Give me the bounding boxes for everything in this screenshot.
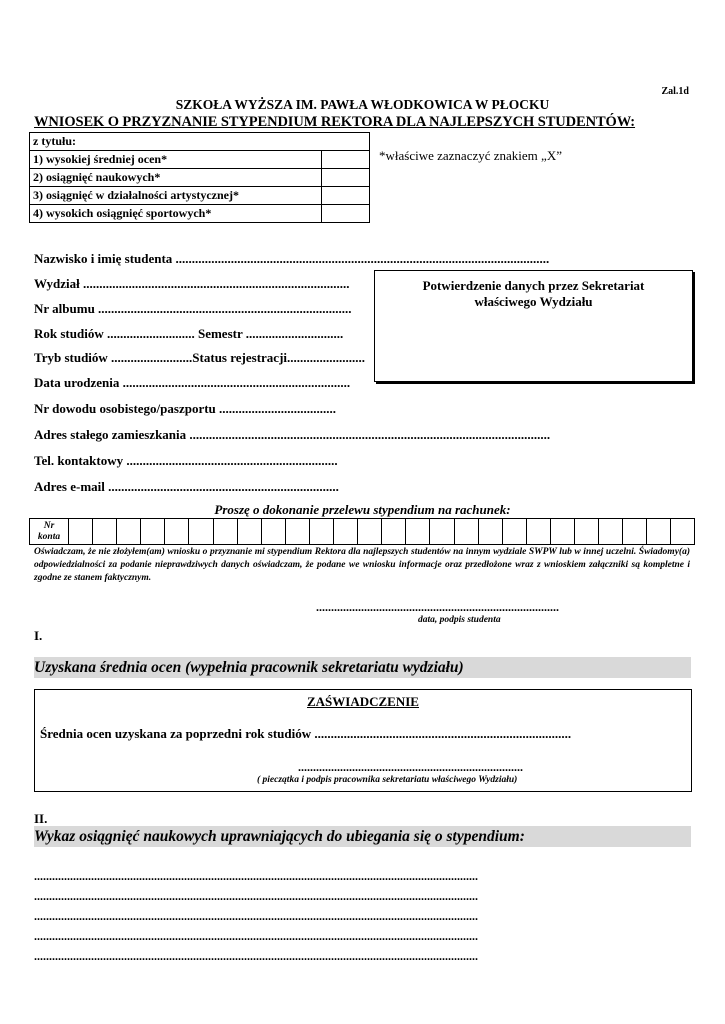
student-name-field[interactable]: Nazwisko i imię studenta ................................................................................................................... [34, 251, 550, 266]
marking-note: *właściwe zaznaczyć znakiem „X” [379, 148, 562, 163]
scholarship-type-option: 4) wysokich osiągnięć sportowych* [30, 205, 322, 223]
achievement-line[interactable]: .................................................................................................................................................... [34, 869, 478, 883]
bank-account-label [30, 519, 69, 545]
achievement-line[interactable]: .................................................................................................................................................... [34, 929, 478, 943]
student-signature-label: data, podpis studenta [418, 615, 501, 625]
album-number-field[interactable]: Nr albumu .............................................................................. [34, 301, 352, 316]
scholarship-type-option: 1) wysokiej średniej ocen* [30, 151, 322, 169]
scholarship-type-option: 3) osiągnięć w działalności artystycznej* [30, 187, 322, 205]
account-digit-cell[interactable] [285, 519, 309, 545]
account-digit-cell[interactable] [117, 519, 141, 545]
account-digit-cell[interactable] [406, 519, 430, 545]
account-digit-cell[interactable] [165, 519, 189, 545]
account-digit-cell[interactable] [334, 519, 358, 545]
account-digit-cell[interactable] [358, 519, 382, 545]
confirmation-title [375, 278, 692, 310]
certificate-box [34, 689, 692, 792]
account-digit-cell[interactable] [454, 519, 478, 545]
account-digit-cell[interactable] [93, 519, 117, 545]
account-digit-cell[interactable] [623, 519, 647, 545]
bank-account-label-line: Nr [43, 520, 55, 531]
scholarship-type-checkbox[interactable] [322, 169, 370, 187]
account-digit-cell[interactable] [574, 519, 598, 545]
id-document-field[interactable]: Nr dowodu osobistego/paszportu .................................... [34, 401, 337, 416]
study-mode-status-field[interactable]: Tryb studiów .........................Status rejestracji........................ [34, 350, 366, 365]
account-digit-cell[interactable] [382, 519, 406, 545]
attachment-number: Zal.1d [661, 86, 689, 97]
bank-account-label-line: konta [37, 531, 61, 542]
bank-account-grid [29, 518, 695, 545]
scholarship-type-checkbox[interactable] [322, 151, 370, 169]
scholarship-type-checkbox[interactable] [322, 187, 370, 205]
account-digit-cell[interactable] [502, 519, 526, 545]
birth-date-field[interactable]: Data urodzenia ...................................................................... [34, 375, 351, 390]
scholarship-type-table [29, 132, 370, 223]
secretariat-signature-label: ( pieczątka i podpis pracownika sekretariatu właściwego Wydziału) [257, 775, 518, 785]
achievement-line[interactable]: .................................................................................................................................................... [34, 949, 478, 963]
account-digit-cell[interactable] [647, 519, 671, 545]
secretariat-confirmation-box [374, 270, 693, 382]
account-digit-cell[interactable] [213, 519, 237, 545]
faculty-field[interactable]: Wydział .................................................................................. [34, 276, 350, 291]
institution-name: SZKOŁA WYŻSZA IM. PAWŁA WŁODKOWICA W PŁOCKU [175, 97, 550, 112]
previous-year-average-field[interactable]: Średnia ocen uzyskana za poprzedni rok studiów ............................................................................... [40, 726, 572, 741]
section-1-title: Uzyskana średnia ocen (wypełnia pracownik sekretariatu wydziału) [34, 657, 691, 678]
account-digit-cell[interactable] [526, 519, 550, 545]
account-digit-cell[interactable] [430, 519, 454, 545]
account-digit-cell[interactable] [599, 519, 623, 545]
confirmation-title-line: Potwierdzenie danych przez Sekretariat [422, 278, 645, 293]
confirmation-title-line: właściwego Wydziału [474, 294, 593, 309]
address-field[interactable]: Adres stałego zamieszkania ............................................................................................................... [34, 427, 551, 442]
account-digit-cell[interactable] [261, 519, 285, 545]
certificate-title: ZAŚWIADCZENIE [307, 694, 419, 709]
secretariat-signature-line[interactable]: ........................................................................... [298, 760, 523, 774]
email-field[interactable]: Adres e-mail ....................................................................... [34, 479, 339, 494]
account-digit-cell[interactable] [478, 519, 502, 545]
achievement-line[interactable]: .................................................................................................................................................... [34, 889, 478, 903]
scholarship-type-heading: z tytułu: [30, 133, 370, 151]
account-digit-cell[interactable] [69, 519, 93, 545]
account-digit-cell[interactable] [309, 519, 333, 545]
account-digit-cell[interactable] [189, 519, 213, 545]
student-declaration: Oświadczam, że nie złożyłem(am) wniosku o przyznanie mi stypendium Rektora dla najlepszych studentów na innym wydziale SWPW lub w innej uczelni. Świadomy(a) odpowiedzialności za podanie nieprawdziwych danych oświadczam, że podane we wniosku informacje oraz przedłożone wraz z wnioskiem załączniki są kompletne i zgodne ze stanem faktycznym. [34, 547, 690, 583]
phone-field[interactable]: Tel. kontaktowy ................................................................. [34, 453, 338, 468]
account-digit-cell[interactable] [550, 519, 574, 545]
account-digit-cell[interactable] [141, 519, 165, 545]
student-signature-line[interactable]: ................................................................................. [316, 600, 559, 614]
scholarship-type-checkbox[interactable] [322, 205, 370, 223]
account-digit-cell[interactable] [671, 519, 695, 545]
account-digit-cell[interactable] [237, 519, 261, 545]
study-year-semester-field[interactable]: Rok studiów ........................... Semestr .............................. [34, 326, 344, 341]
section-1-number: I. [34, 628, 43, 643]
section-2-title: Wykaz osiągnięć naukowych uprawniających do ubiegania się o stypendium: [34, 826, 691, 847]
form-title: WNIOSEK O PRZYZNANIE STYPENDIUM REKTORA DLA NAJLEPSZYCH STUDENTÓW: [34, 114, 636, 130]
scholarship-type-option: 2) osiągnięć naukowych* [30, 169, 322, 187]
achievement-line[interactable]: .................................................................................................................................................... [34, 909, 478, 923]
section-2-number: II. [34, 811, 48, 826]
bank-transfer-request: Proszę o dokonanie przelewu stypendium na rachunek: [214, 502, 511, 517]
